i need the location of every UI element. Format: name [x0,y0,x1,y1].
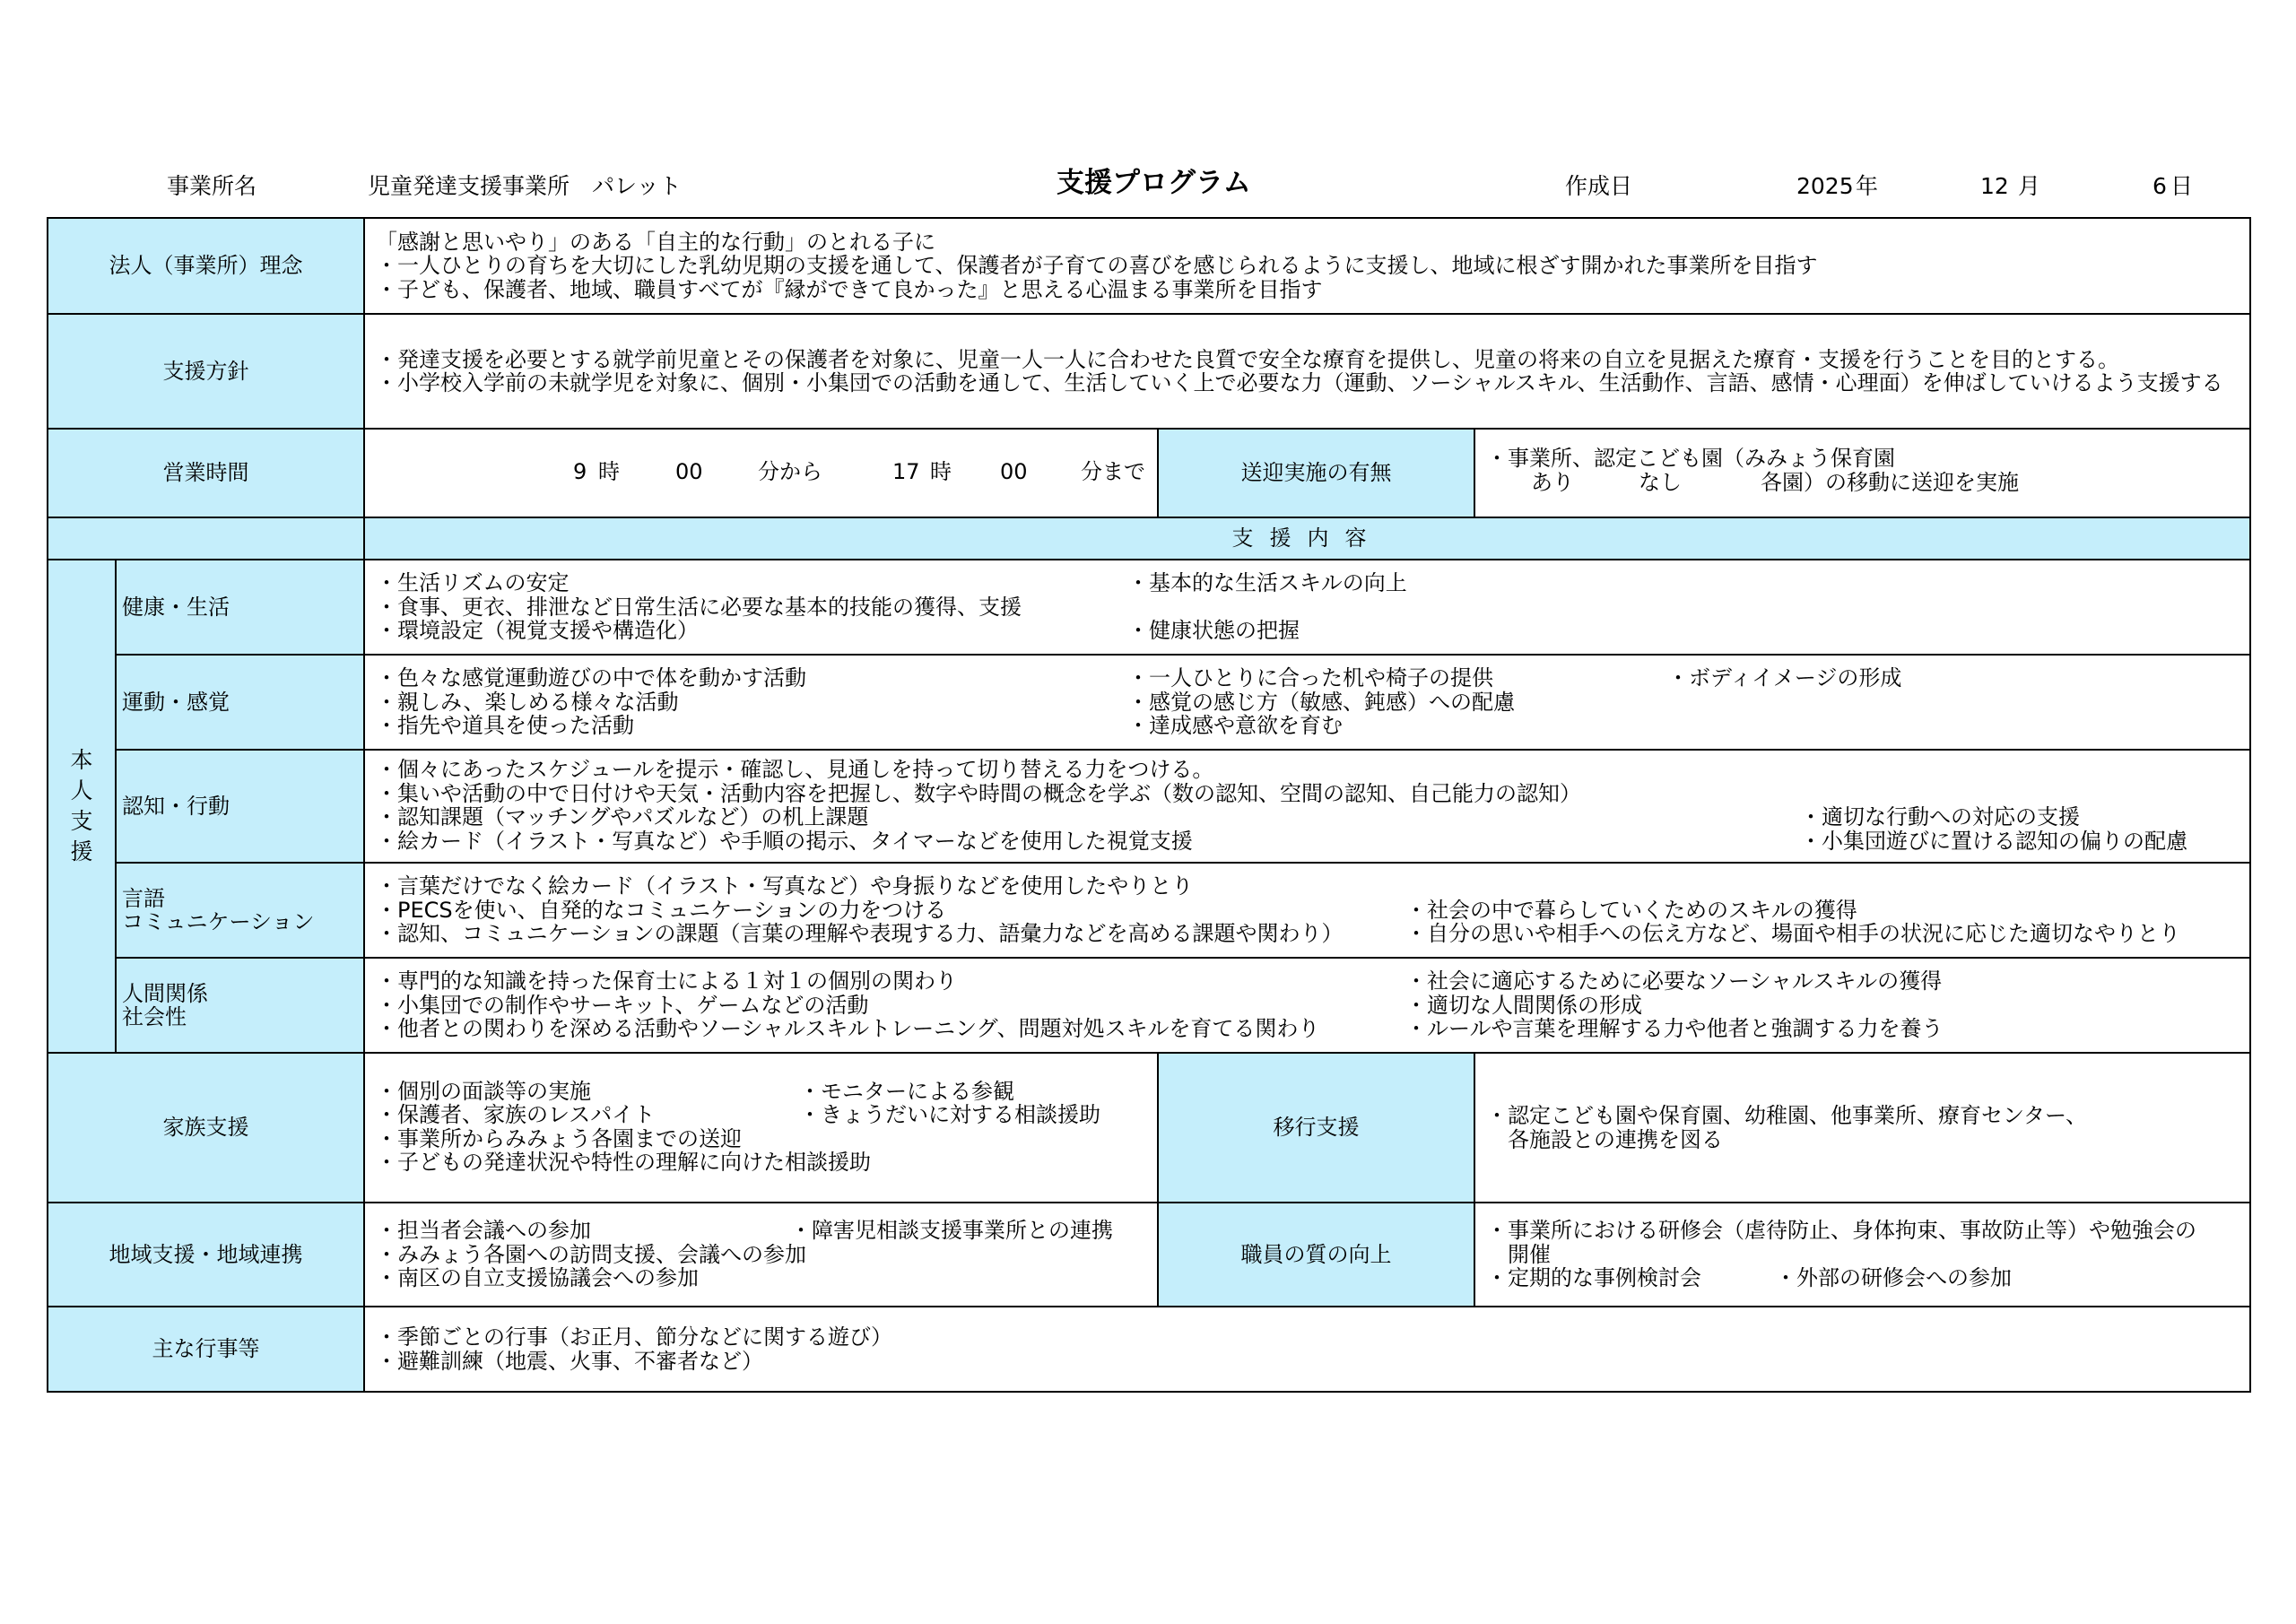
events-line: ・避難訓練（地震、火事、不審者など） [376,1348,763,1374]
cognition-item: ・適切な行動への対応の支援 [1800,804,2080,829]
family-item: ・保護者、家族のレスパイト [376,1102,656,1127]
motor-item: ・親しみ、楽しめる様々な活動 [376,689,679,715]
policy-line: ・発達支援を必要とする就学前児童とその保護者を対象に、児童一人一人に合わせた良質で安全な療育を提供し、児童の将来の自立を見据えた療育・支援を行うことを目的とする。 [376,346,2119,372]
family-item: ・きょうだいに対する相談援助 [799,1102,1100,1127]
cognition-item: ・集いや活動の中で日付けや天気・活動内容を把握し、数字や時間の概念を学ぶ（数の認知、空間の認知、自己能力の認知） [376,780,1581,806]
family-row [48,1053,2250,1203]
language-item: ・言葉だけでなく絵カード（イラスト・写真など）や身振りなどを使用したやりとり [376,873,1194,899]
area-language-label-2: コミュニケーション [122,909,315,934]
area-motor-label: 運動・感覚 [116,655,364,750]
area-social-label-1: 人間関係 [122,980,208,1006]
support-program-table [47,217,2251,1393]
area-health-label: 健康・生活 [116,560,364,655]
area-motor-row [48,655,2250,750]
hours-from-text: 分から [758,459,822,484]
motor-item: ・指先や道具を使った活動 [376,713,634,738]
health-item: ・健康状態の把握 [1127,618,1300,643]
events-row [48,1307,2250,1392]
transport-line1: ・事業所、認定こども園（みみょう保育園 [1486,445,1895,471]
philosophy-row [48,218,2250,314]
transport-line2: 各園）の移動に送迎を実施 [1761,469,2019,495]
office-label: 事業所名 [167,173,257,199]
staff-content [1474,1203,2250,1307]
motor-item: ・感覚の感じ方（敏感、鈍感）への配慮 [1127,689,1515,715]
office-name: 児童発達支援事業所 パレット [368,173,682,199]
created-year-unit: 年 [1856,173,1879,199]
support-content-header-row [48,517,2250,560]
page-title: 支援プログラム [1057,167,1251,199]
events-line: ・季節ごとの行事（お正月、節分などに関する遊び） [376,1324,892,1350]
health-item: ・食事、更衣、排泄など日常生活に必要な基本的技能の獲得、支援 [376,594,1022,620]
transition-line: ・認定こども園や保育園、幼稚園、他事業所、療育センター、 [1486,1103,2088,1128]
hours-end-min: 00 [1000,459,1028,484]
motor-item: ・色々な感覚運動遊びの中で体を動かす活動 [376,665,806,690]
transition-content [1474,1053,2250,1203]
staff-item: ・事業所における研修会（虐待防止、身体拘束、事故防止等）や勉強会の [1486,1218,2196,1243]
policy-line: ・小学校入学前の未就学児を対象に、個別・小集団での活動を通して、生活していく上で必要な力（運動、ソーシャルスキル、生活動作、言語、感情・心理面）を伸ばしていけるよう支援する [376,370,2223,395]
created-year: 2025 [1796,173,1854,199]
created-month-unit: 月 [2018,173,2041,199]
area-cognition-label: 認知・行動 [116,750,364,863]
hours-start-min: 00 [675,459,703,484]
created-month: 12 [1980,173,2009,199]
family-item: ・子どもの発達状況や特性の理解に向けた相談援助 [376,1150,871,1175]
personal-support-char: 支 [70,808,93,834]
area-cognition-row [48,750,2250,863]
created-label: 作成日 [1565,173,1633,199]
community-item: ・みみょう各園への訪問支援、会議への参加 [376,1241,806,1267]
personal-support-char: 人 [70,777,93,803]
language-item: ・社会の中で暮らしていくためのスキルの獲得 [1405,897,1857,923]
policy-row [48,314,2250,429]
cognition-item: ・認知課題（マッチングやパズルなど）の机上課題 [376,804,869,829]
health-item: ・基本的な生活スキルの向上 [1127,570,1407,595]
philosophy-line: ・一人ひとりの育ちを大切にした乳幼児期の支援を通して、保護者が子育ての喜びを感じられるように支援し、地域に根ざす開かれた事業所を目指す [376,253,1818,279]
family-item: ・個別の面談等の実施 [376,1078,591,1104]
motor-item: ・達成感や意欲を育む [1127,713,1343,738]
area-language-row [48,863,2250,958]
policy-content [364,314,2250,429]
transition-label: 移行支援 [1158,1053,1474,1203]
language-item: ・PECSを使い、自発的なコミュニケーションの力をつける [376,897,947,923]
area-health-content [364,560,2250,655]
hours-start-hour-unit: 時 [598,459,620,484]
area-motor-content [364,655,2250,750]
family-item: ・事業所からみみょう各園までの送迎 [376,1125,742,1151]
health-item: ・生活リズムの安定 [376,570,570,595]
community-content [364,1203,1158,1307]
events-content [364,1307,2250,1392]
area-social-label-2: 社会性 [122,1004,187,1029]
hours-end-hour: 17 [892,459,920,484]
social-item: ・社会に適応するために必要なソーシャルスキルの獲得 [1405,968,1943,994]
area-health-row [48,560,2250,655]
motor-item: ・ボディイメージの形成 [1667,665,1902,690]
health-item: ・環境設定（視覚支援や構造化） [376,618,699,643]
area-cognition-content [364,750,2250,863]
transport-yes: あり [1531,469,1574,495]
support-content-header: 支援内容 [364,517,2250,560]
family-item: ・モニターによる参観 [799,1078,1014,1104]
philosophy-line: ・子ども、保護者、地域、職員すべてが『縁ができて良かった』と思える心温まる事業所を目指す [376,276,1323,302]
hours-row [48,429,2250,517]
area-social-label [116,958,364,1053]
social-item: ・ルールや言葉を理解する力や他者と強調する力を養う [1405,1016,1944,1041]
social-item: ・適切な人間関係の形成 [1405,992,1642,1018]
area-language-label-1: 言語 [122,885,165,911]
cognition-item: ・絵カード（イラスト・写真など）や手順の掲示、タイマーなどを使用した視覚支援 [376,828,1193,854]
social-item: ・専門的な知識を持った保育士による１対１の個別の関わり [376,968,957,994]
created-day: 6 [2152,173,2167,199]
support-content-header-blank [48,517,364,560]
community-item: ・南区の自立支援協議会への参加 [376,1265,699,1290]
philosophy-line: 「感謝と思いやり」のある「自主的な行動」のとれる子に [376,229,935,255]
language-item: ・認知、コミュニケーションの課題（言葉の理解や表現する力、語彙力などを高める課題や関わり） [376,921,1344,946]
transport-no: なし [1639,469,1682,495]
events-label: 主な行事等 [48,1307,364,1392]
area-language-content [364,863,2250,958]
social-item: ・他者との関わりを深める活動やソーシャルスキルトレーニング、問題対処スキルを育てる関わり [376,1016,1320,1041]
motor-item: ・一人ひとりに合った机や椅子の提供 [1127,665,1493,690]
policy-label: 支援方針 [48,314,364,429]
staff-item: 開催 [1508,1241,1551,1267]
hours-start-hour: 9 [573,459,587,484]
area-social-row [48,958,2250,1053]
community-row [48,1203,2250,1307]
family-label: 家族支援 [48,1053,364,1203]
family-content [364,1053,1158,1203]
community-label: 地域支援・地域連携 [48,1203,364,1307]
community-item: ・障害児相談支援事業所との連携 [790,1218,1113,1243]
area-social-content [364,958,2250,1053]
transport-label: 送迎実施の有無 [1158,429,1474,517]
area-language-label [116,863,364,958]
hours-end-hour-unit: 時 [930,459,952,484]
language-item: ・自分の思いや相手への伝え方など、場面や相手の状況に応じた適切なやりとり [1405,921,2180,946]
personal-support-char: 援 [70,838,93,864]
transition-line: 各施設との連携を図る [1508,1126,1723,1152]
cognition-item: ・個々にあったスケジュールを提示・確認し、見通しを持って切り替える力をつける。 [376,757,1214,782]
personal-support-char: 本 [70,747,93,773]
cognition-item: ・小集団遊びに置ける認知の偏りの配慮 [1800,828,2187,854]
staff-label: 職員の質の向上 [1158,1203,1474,1307]
social-item: ・小集団での制作やサーキット、ゲームなどの活動 [376,992,869,1018]
hours-label: 営業時間 [48,429,364,517]
transport-content [1474,429,2250,517]
staff-item: ・定期的な事例検討会 [1486,1265,1701,1290]
community-item: ・担当者会議への参加 [376,1218,591,1243]
staff-item: ・外部の研修会への参加 [1775,1265,2012,1290]
personal-support-label [48,560,116,1053]
hours-until-text: 分まで [1081,459,1145,484]
created-day-unit: 日 [2170,173,2194,199]
philosophy-content [364,218,2250,314]
philosophy-label: 法人（事業所）理念 [48,218,364,314]
hours-content [364,429,1158,517]
